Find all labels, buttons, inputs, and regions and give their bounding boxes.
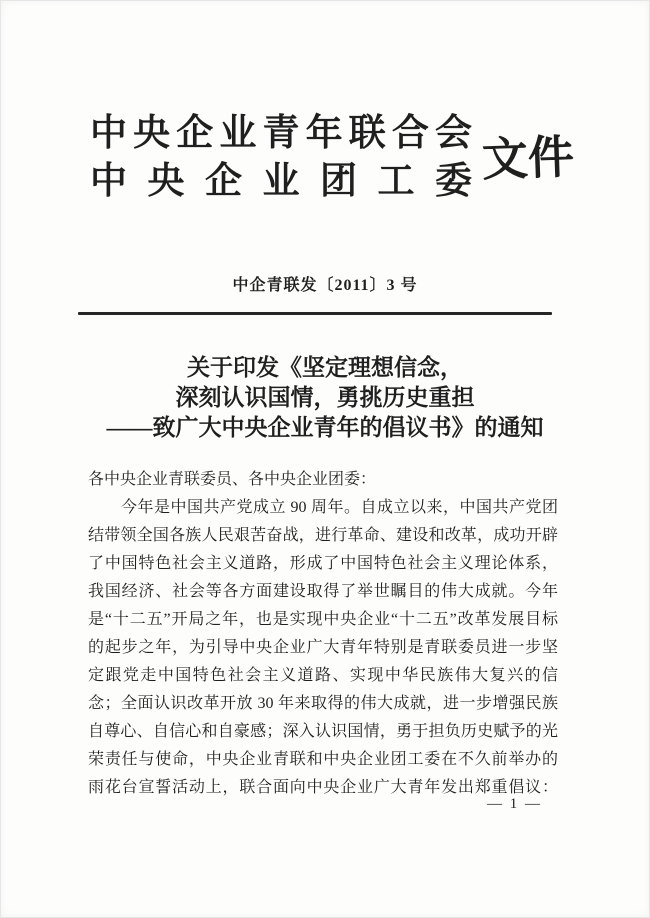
body-text-line: 结带领全国各族人民艰苦奋战，进行革命、建设和改革，成功开辟 xyxy=(88,527,558,544)
salutation: 各中央企业青联委员、各中央企业团委： xyxy=(88,471,377,488)
body-text-line: 定跟党走中国特色社会主义道路、实现中华民族伟大复兴的信 xyxy=(88,667,558,684)
document-type-label: 文件 xyxy=(481,131,575,186)
document-title-line: 关于印发《坚定理想信念， xyxy=(187,355,463,380)
issuing-orgs xyxy=(90,110,472,206)
body-text-line: 是“十二五”开局之年，也是实现中央企业“十二五”改革发展目标 xyxy=(88,611,558,628)
org-name-line2: 中央企业团工委 xyxy=(90,161,472,202)
document-title-line: 深刻认识国情，勇挑历史重担 xyxy=(175,385,475,410)
header-divider-rule xyxy=(78,312,552,315)
body-paragraph xyxy=(88,494,558,802)
org-name-line1: 中央企业青年联合会 xyxy=(90,113,472,154)
body-text-line: 荣责任与使命，中央企业青联和中央企业团工委在不久前举办的 xyxy=(88,751,558,768)
body-text-line: 今年是中国共产党成立 90 周年。自成立以来，中国共产党团 xyxy=(88,499,558,516)
document-title-line: ——致广大中央企业青年的倡议书》的通知 xyxy=(106,415,544,440)
body-text-line: 我国经济、社会等各方面建设取得了举世瞩目的伟大成就。今年 xyxy=(88,583,558,600)
body-text-line: 了中国特色社会主义道路，形成了中国特色社会主义理论体系， xyxy=(88,555,558,572)
body-text-line: 念；全面认识改革开放 30 年来取得的伟大成就，进一步增强民族 xyxy=(88,695,558,712)
document-letterhead xyxy=(90,110,574,206)
body-text-line: 的起步之年，为引导中央企业广大青年特别是青联委员进一步坚 xyxy=(88,639,558,656)
body-text-line: 雨花台宣誓活动上，联合面向中央企业广大青年发出郑重倡议： xyxy=(88,779,558,796)
document-title xyxy=(90,353,560,443)
document-number: 中企青联发〔2011〕3 号 xyxy=(232,277,418,294)
body-text-line: 自尊心、自信心和自豪感；深入认识国情，勇于担负历史赋予的光 xyxy=(88,723,558,740)
page-number: — 1 — xyxy=(487,796,542,812)
document-body xyxy=(88,466,558,802)
